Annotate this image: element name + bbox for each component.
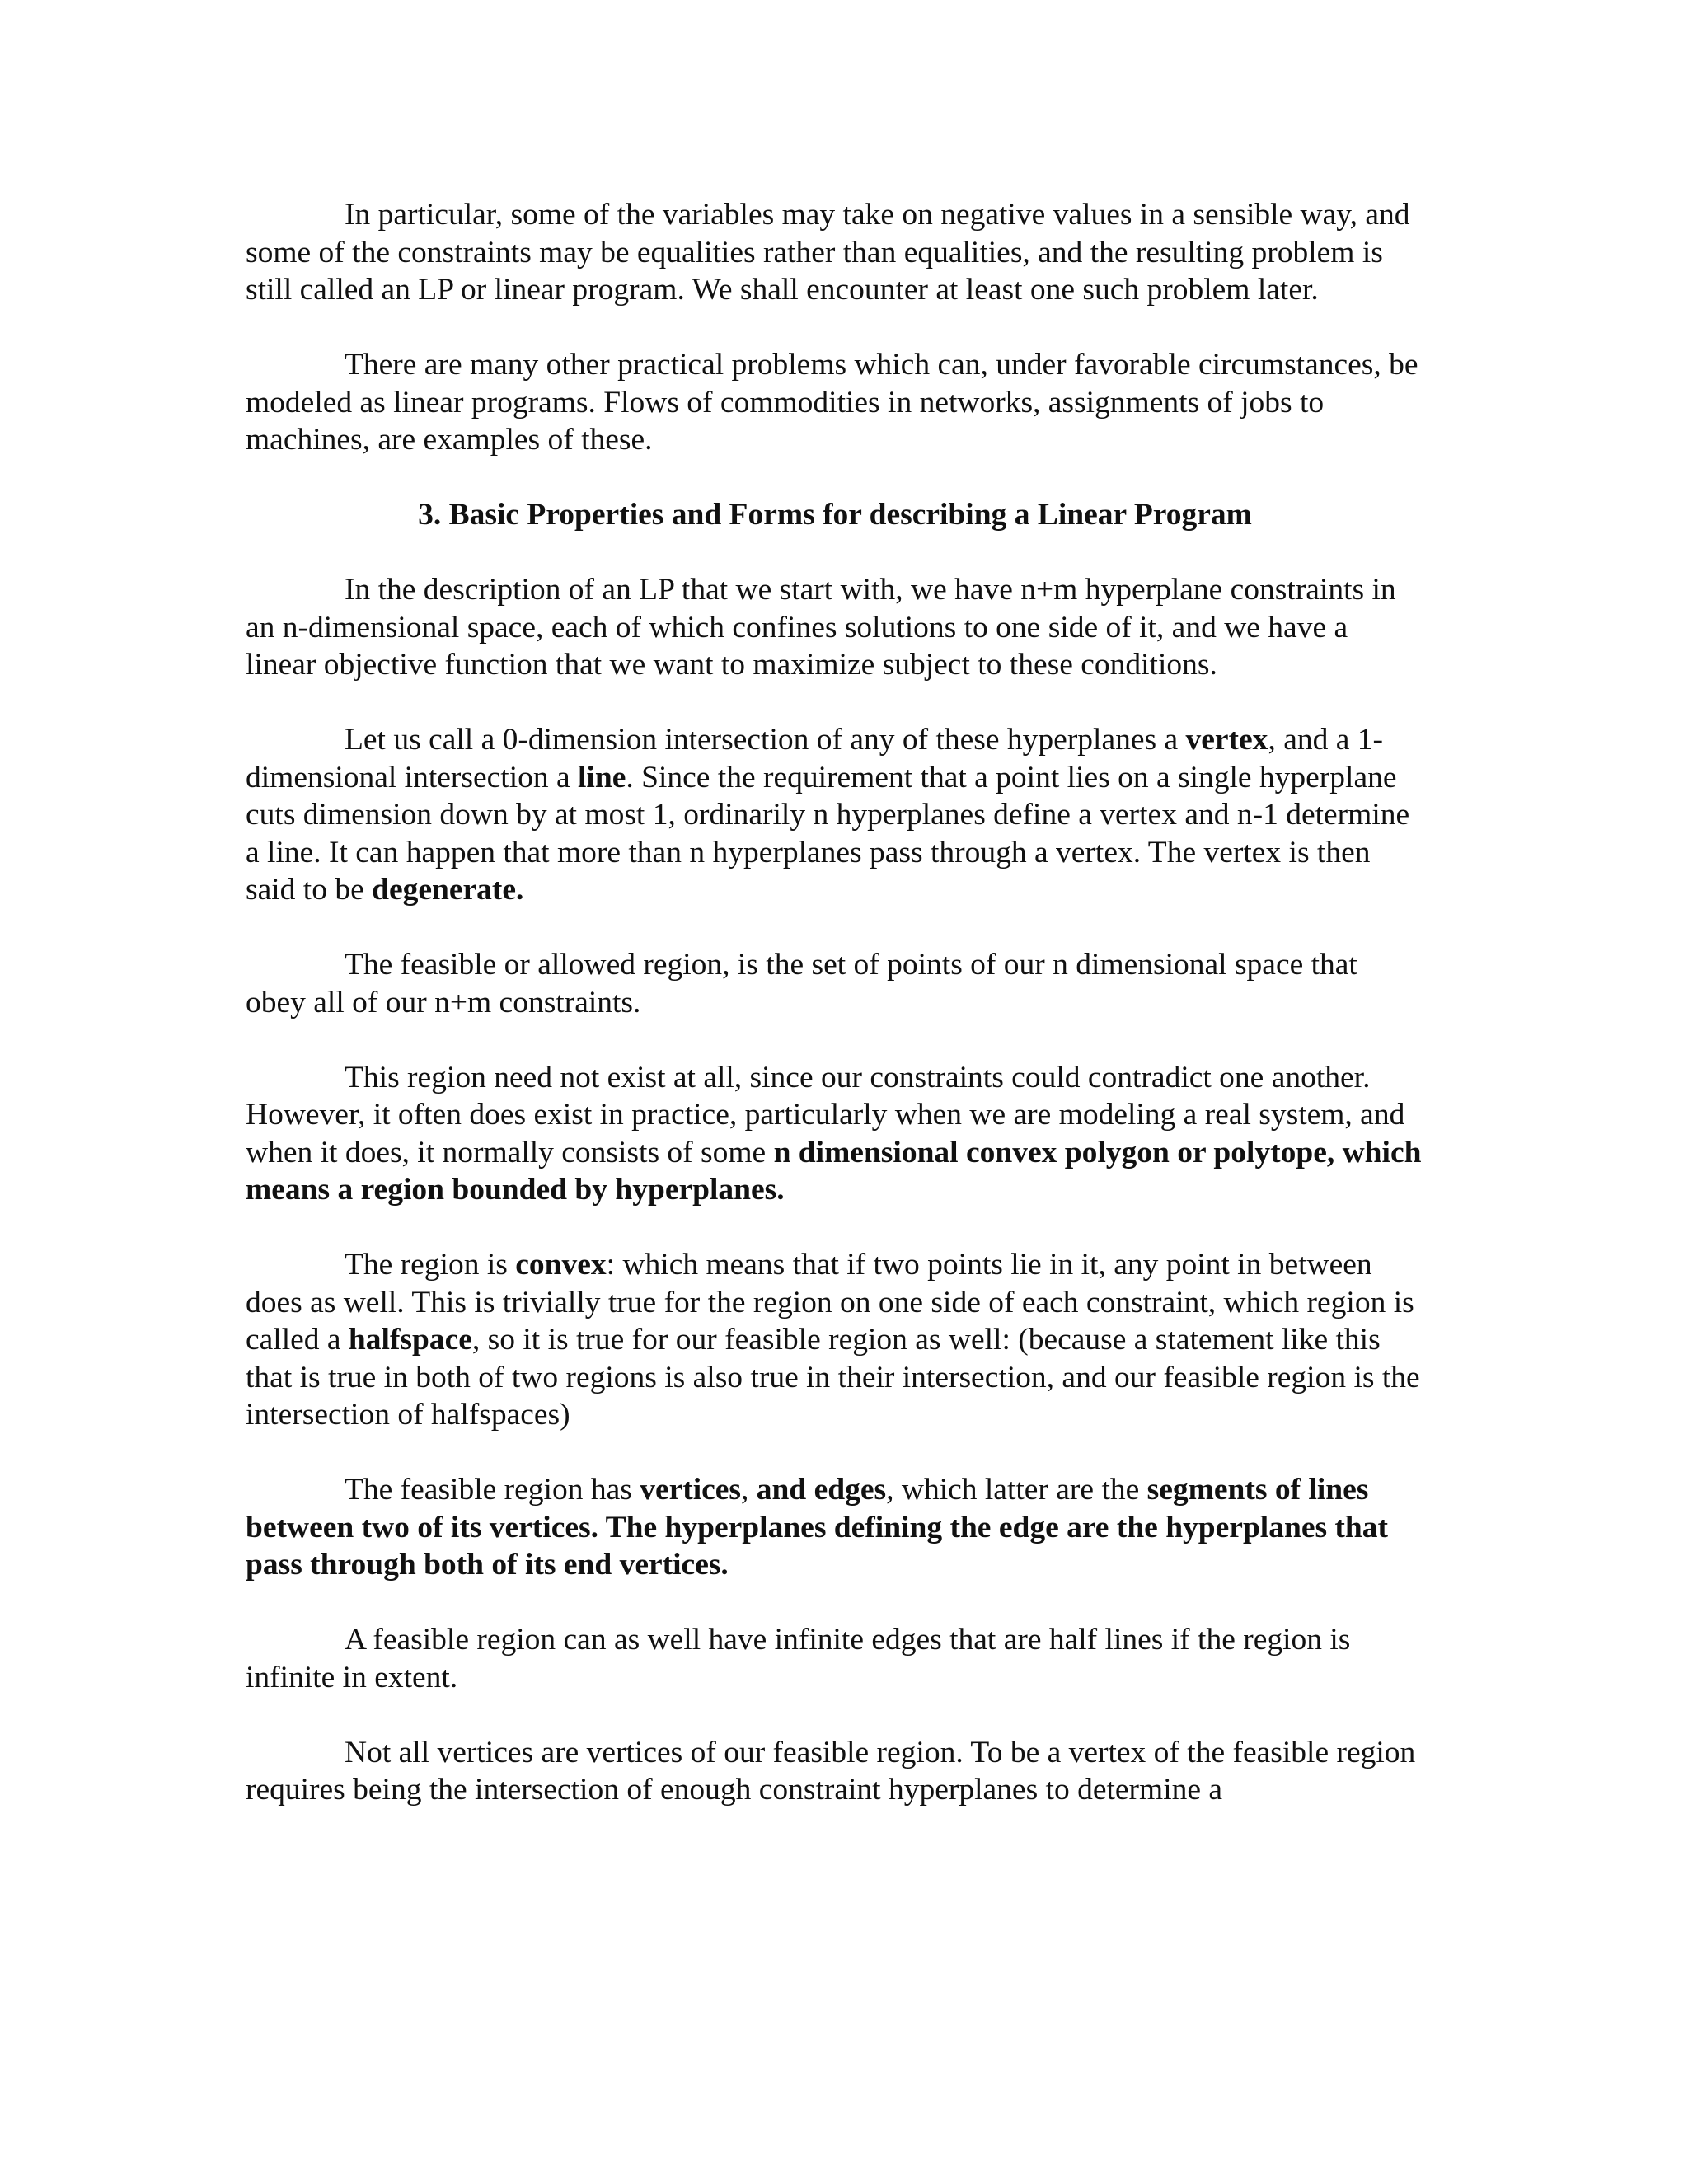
term-vertices: vertices <box>640 1473 742 1507</box>
term-degenerate: degenerate. <box>372 873 524 907</box>
text-run: , and a 1-dimensional intersection a <box>246 723 1383 794</box>
paragraph-text: The feasible or allowed region, is the set of points of our n dimensional space that obey all of our n+m constraints. <box>246 948 1357 1019</box>
paragraph-lp-description <box>246 571 1424 684</box>
text-run: . Since the requirement that a point lies on a single hyperplane cuts dimension down by at most 1, ordinarily n hyperplanes define a vertex and n-1 determine a line. It can happen that more than n hyperplanes pass through a vertex. The vertex is then said to be <box>246 760 1410 907</box>
text-run: : which means that if two points lie in it, any point in between does as well. This is trivially true for the region on one side of each constraint, which region is called a <box>246 1248 1414 1357</box>
paragraph-feasible-region <box>246 946 1424 1021</box>
paragraph-practical-problems <box>246 346 1424 459</box>
text-run: , so it is true for our feasible region as well: (because a statement like this that is true in both of two regions is also true in their intersection, and our feasible region is the intersection of halfspaces) <box>246 1323 1420 1432</box>
term-convex: convex <box>515 1248 607 1282</box>
text-run: This region need not exist at all, since our constraints could contradict one another. However, it often does exist in practice, particularly when we are modeling a real system, and when it does, it normally consists of some <box>246 1060 1405 1169</box>
term-polytope: n dimensional convex polygon or polytope, which means a region bounded by hyperplanes. <box>246 1135 1422 1207</box>
text-run: The region is <box>345 1248 516 1282</box>
paragraph-not-all-vertices <box>246 1734 1424 1809</box>
section-heading: 3. Basic Properties and Forms for describing a Linear Program <box>418 498 1252 532</box>
paragraph-region-existence <box>246 1059 1424 1209</box>
paragraph-convex-region <box>246 1246 1424 1434</box>
paragraph-infinite-edges <box>246 1621 1424 1696</box>
document-page <box>246 196 1424 1846</box>
text-run: , <box>741 1473 757 1507</box>
paragraph-text: A feasible region can as well have infinite edges that are half lines if the region is infinite in extent. <box>246 1623 1351 1694</box>
term-line: line <box>578 760 626 794</box>
term-vertex: vertex <box>1185 723 1268 757</box>
text-run: The feasible region has <box>345 1473 640 1507</box>
paragraph-text: Not all vertices are vertices of our feasible region. To be a vertex of the feasible region requires being the intersection of enough constraint hyperplanes to determine a <box>246 1735 1416 1807</box>
paragraph-text: In the description of an LP that we start with, we have n+m hyperplane constraints in an n-dimensional space, each of which confines solutions to one side of it, and we have a linear objective function that we want to maximize subject to these conditions. <box>246 573 1396 682</box>
paragraph-text: There are many other practical problems which can, under favorable circumstances, be modeled as linear programs. Flows of commodities in networks, assignments of jobs to machines, are examples of these. <box>246 348 1418 457</box>
text-run: Let us call a 0-dimension intersection of any of these hyperplanes a <box>345 723 1186 757</box>
paragraph-negative-values <box>246 196 1424 309</box>
paragraph-vertices-edges <box>246 1471 1424 1584</box>
term-halfspace: halfspace <box>348 1323 472 1357</box>
term-edges: and edges <box>756 1473 887 1507</box>
paragraph-text: In particular, some of the variables may take on negative values in a sensible way, and some of the constraints may be equalities rather than equalities, and the resulting problem is still called an LP or linear program. We shall encounter at least one such problem later. <box>246 198 1410 307</box>
text-run: , which latter are the <box>886 1473 1147 1507</box>
paragraph-vertex-definition <box>246 721 1424 909</box>
term-segments: segments of lines between two of its vertices. The hyperplanes defining the edge are the hyperplanes that pass through both of its end vertices. <box>246 1473 1389 1582</box>
